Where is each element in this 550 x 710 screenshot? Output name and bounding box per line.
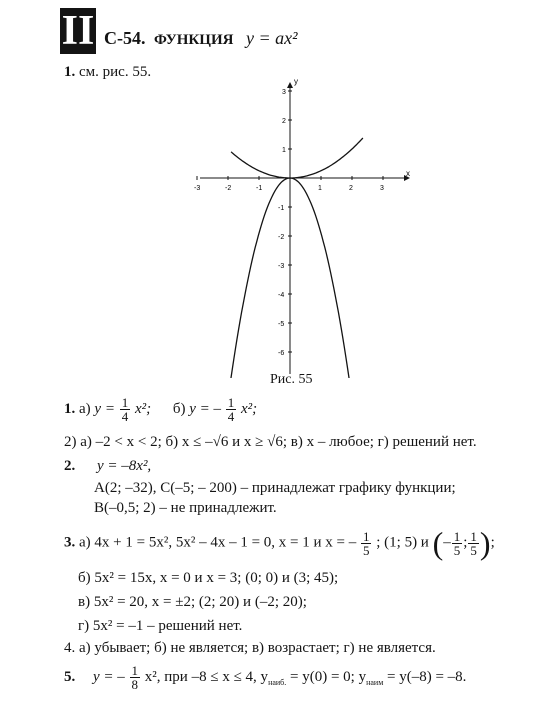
fraction: $\frac{1}{5}$ (470, 528, 477, 558)
formula-rhs-3: = y(–8) = –8. (383, 668, 467, 685)
section-marker: II (61, 8, 95, 54)
option-a-label: а) (79, 400, 91, 417)
fraction: $\frac{1}{8}$ (131, 663, 139, 692)
answer-number: 3. (64, 534, 76, 551)
answer-3 (64, 458, 151, 475)
x-tick-label: 2 (349, 185, 353, 192)
answer-number: 1. (64, 400, 76, 417)
figure-caption: Рис. 55 (270, 372, 313, 387)
section-number: С-54. (104, 28, 146, 48)
formula-rhs: x²; (241, 400, 258, 417)
y-axis-label: y (294, 78, 298, 86)
x-tick-label: 1 (318, 185, 322, 192)
formula-rhs-1: x², при –8 ≤ x ≤ 4, y (144, 668, 269, 685)
section-formula: y = ax² (245, 28, 298, 48)
x-tick-label: -2 (225, 185, 232, 192)
y-axis-arrow (287, 82, 293, 88)
section-title: ФУНКЦИЯ (154, 32, 234, 48)
formula-lhs: y = (94, 400, 115, 417)
answer-4-line-3: в) 5x² = 20, x = ±2; (2; 20) и (–2; 20); (78, 594, 307, 610)
y-tick-label: 3 (282, 89, 286, 96)
answer-6 (64, 664, 466, 691)
formula-lhs: y = – (93, 668, 125, 685)
fraction: $\frac{1}{4}$ (121, 395, 129, 424)
answer-4-line-2: б) 5x² = 15x, x = 0 и x = 3; (0; 0) и (3; 45); (78, 570, 339, 586)
right-paren: ) (479, 525, 491, 561)
y-tick-label: 1 (282, 147, 286, 154)
formula-rhs-2: = y(0) = 0; y (286, 668, 367, 685)
answer-3-line-2: A(2; –32), C(–5; – 200) – принадлежат графику функции; (94, 480, 456, 496)
item-number: 1. (64, 64, 76, 80)
x-axis-label: x (406, 169, 410, 178)
formula-rhs: x²; (134, 400, 152, 417)
x-tick-label: -3 (194, 185, 201, 192)
y-tick-label: -6 (278, 350, 285, 357)
answer-4-line-1: а) 4x + 1 = 5x², 5x² – 4x – 1 = 0, x = 1 и x = – (79, 534, 357, 551)
y-tick-label: -3 (278, 263, 285, 270)
fraction: $\frac{1}{4}$ (227, 395, 235, 424)
y-tick-label: 2 (282, 118, 286, 125)
x-tick-label: -1 (256, 185, 263, 192)
formula-lhs: y = – (189, 400, 222, 417)
answer-2: 2) а) –2 < x < 2; б) x ≤ –√6 и x ≥ √6; в) x – любое; г) решений нет. (64, 434, 477, 450)
answer-4: 3. а) 4x + 1 = 5x², 5x² – 4x – 1 = 0, x = 1 и x = – $\frac{1}{5}$ ; (1; 5) и (– $\frac{1}{5}$ ; $\frac{1}{5}$ ); (64, 525, 495, 561)
left-paren: ( (432, 525, 444, 561)
parabola-upward (231, 138, 363, 178)
answer-number: 5. (64, 668, 76, 685)
answer-number: 2. (64, 458, 76, 474)
subscript-max: наиб. (268, 677, 287, 687)
y-tick-label: -1 (278, 205, 285, 212)
item-text: см. рис. 55. (79, 64, 152, 80)
y-tick-label: -5 (278, 321, 285, 328)
formula: y = –8x², (97, 458, 152, 474)
y-tick-label: -2 (278, 234, 285, 241)
y-tick-label: -4 (278, 292, 285, 299)
option-b-label: б) (172, 400, 186, 417)
answer-5: 4. а) убывает; б) не является; в) возрастает; г) не является. (64, 640, 436, 656)
answer-4-line-4: г) 5x² = –1 – решений нет. (78, 618, 243, 634)
page-title (104, 28, 298, 49)
parabola-figure (0, 78, 550, 378)
answer-1 (64, 396, 257, 423)
x-tick-label: 3 (380, 185, 384, 192)
answer-4-mid: ; (1; 5) и (376, 534, 429, 551)
answer-3-line-3: B(–0,5; 2) – не принадлежит. (94, 500, 277, 516)
subscript-min: наим (366, 677, 384, 687)
fraction: $\frac{1}{5}$ (453, 528, 461, 558)
fraction: $\frac{1}{5}$ (362, 528, 370, 558)
